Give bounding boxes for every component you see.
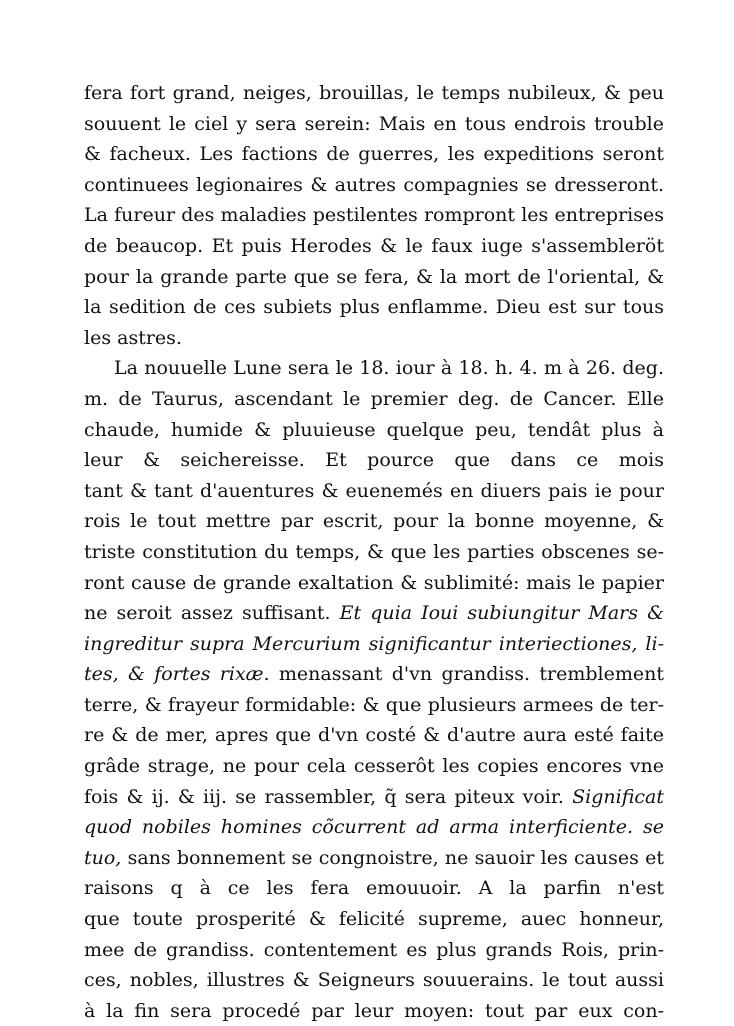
latin-italic-text: tuo, [84, 846, 122, 869]
text-line [84, 415, 664, 446]
line-text: re & de mer, apres que d'vn costé & d'autre aura esté faite [84, 724, 664, 747]
line-text: raisons q à ce les fera emouuoir. A la parfin n'est [84, 877, 664, 900]
line-text: ne seroit assez suffisant. [84, 602, 340, 625]
text-line [84, 965, 664, 996]
line-text: grâde strage, ne pour cela cesserôt les copies encores vne [84, 755, 664, 778]
text-line [84, 720, 664, 751]
text-line [84, 353, 664, 384]
text-line [84, 904, 664, 935]
line-text: fera fort grand, neiges, brouillas, le temps nubileux, & peu [84, 82, 664, 104]
line-text: La nouuelle Lune sera le 18. iour à 18. h. 4. m à 26. deg. [114, 357, 664, 380]
text-line [84, 384, 664, 415]
line-text: sans bonnement se congnoistre, ne sauoir les causes et [121, 846, 664, 869]
text-line [84, 78, 664, 109]
text-line [84, 873, 664, 904]
line-text: tant & tant d'auentures & euenemés en diuers pais ie pour [84, 479, 664, 502]
text-line [84, 935, 664, 966]
text-line [84, 782, 664, 813]
text-line [84, 812, 664, 843]
text-line [84, 843, 664, 874]
text-line [84, 200, 664, 231]
line-text: à la fin sera procedé par leur moyen: tout par eux con- [84, 999, 664, 1022]
line-text: ces, nobles, illustres & Seigneurs souuerains. le tout aussi [84, 969, 664, 992]
text-line [84, 262, 664, 293]
text-line [84, 659, 664, 690]
line-text: terre, & frayeur formidable: & que plusieurs armees de ter- [84, 693, 664, 716]
line-text: mee de grandiss. contentement es plus grands Rois, prin- [84, 938, 664, 961]
text-line [84, 231, 664, 262]
line-text: de beaucop. Et puis Herodes & le faux iuge s'assembleröt [84, 234, 664, 257]
text-line [84, 629, 664, 660]
text-line [84, 568, 664, 599]
line-text: ront cause de grande exaltation & sublimité: mais le papier [84, 571, 664, 594]
line-text: que toute prosperité & felicité supreme, auec honneur, [84, 908, 664, 931]
line-text: fois & ij. & iij. se rassembler, q̃ sera piteux voir. [84, 785, 573, 808]
line-text: & facheux. Les factions de guerres, les expeditions seront [84, 143, 664, 166]
text-line [84, 476, 664, 507]
text-line [84, 506, 664, 537]
text-line [84, 537, 664, 568]
text-line [84, 292, 664, 323]
latin-italic-text: ingreditur supra Mercurium significantur interiectiones, li- [84, 632, 664, 655]
line-text: menassant d'vn grandiss. tremblement [278, 663, 664, 686]
text-line [84, 170, 664, 201]
text-line [84, 996, 664, 1026]
line-text: leur & seichereisse. Et pource que dans ce mois [84, 449, 664, 472]
text-line [84, 445, 664, 476]
line-text: continuees legionaires & autres compagnies se dresseront. [84, 173, 664, 196]
line-text: rois le tout mettre par escrit, pour la bonne moyenne, & [84, 510, 664, 533]
text-line [84, 690, 664, 721]
text-line [84, 109, 664, 140]
latin-italic-text: quod nobiles homines cõcurrent ad arma interficiente. se [84, 816, 664, 839]
latin-italic-text: tes, & fortes rixæ. [84, 663, 270, 686]
line-text: triste constitution du temps, & que les parties obscenes se- [84, 540, 664, 563]
line-text: souuent le ciel y sera serein: Mais en tous endrois trouble [84, 112, 664, 135]
line-text: m. de Taurus, ascendant le premier deg. de Cancer. Elle [84, 387, 664, 410]
latin-italic-text: Significat [572, 785, 664, 808]
text-line [84, 323, 664, 354]
line-text: les astres. [84, 326, 182, 349]
body-text [84, 78, 664, 1026]
text-line [84, 139, 664, 170]
text-line [84, 751, 664, 782]
text-line [84, 598, 664, 629]
line-text: pour la grande parte que se fera, & la mort de l'oriental, & [84, 265, 664, 288]
line-text: la sedition de ces subiets plus enflamme. Dieu est sur tous [84, 296, 664, 319]
line-text: La fureur des maladies pestilentes rompront les entreprises [84, 204, 664, 227]
latin-italic-text: Et quia Ioui subiungitur Mars & [339, 602, 664, 625]
line-text: chaude, humide & pluuieuse quelque peu, tendât plus à [84, 418, 664, 441]
